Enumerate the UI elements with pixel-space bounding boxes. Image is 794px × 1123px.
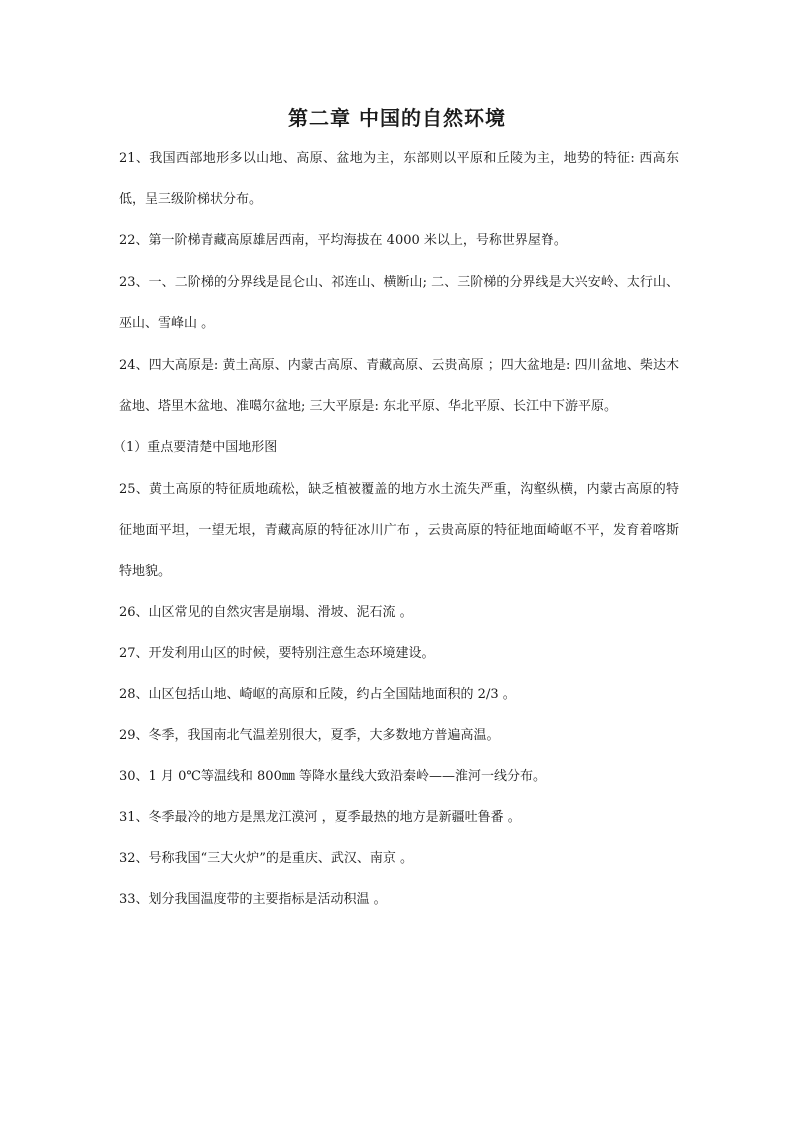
paragraph-30: 30、1 月 0℃等温线和 800㎜ 等降水量线大致沿秦岭——淮河一线分布。 bbox=[119, 769, 546, 784]
paragraph-27: 27、开发利用山区的时候，要特别注意生态环境建设。 bbox=[119, 646, 435, 661]
paragraph-31: 31、冬季最冷的地方是黑龙江漠河 ，夏季最热的地方是新疆吐鲁番 。 bbox=[119, 810, 521, 825]
paragraph-note-1: （1）重点要清楚中国地形图 bbox=[113, 440, 278, 455]
page-title: 第二章 中国的自然环境 bbox=[288, 106, 506, 130]
paragraph-25: 25、黄土高原的特征质地疏松，缺乏植被覆盖的地方水土流失严重，沟壑纵横，内蒙古高原的特征地面平坦，一望无垠，青藏高原的特征冰川广布 ，云贵高原的特征地面崎岖不平，发育着喀斯特地貌。 bbox=[119, 482, 679, 579]
paragraph-24: 24、四大高原是: 黄土高原、内蒙古高原、青藏高原、云贵高原 ；四大盆地是: 四川盆地、柴达木盆地、塔里木盆地、准噶尔盆地; 三大平原是: 东北平原、华北平原、长江中下游平原。 bbox=[119, 358, 679, 414]
paragraph-21: 21、我国西部地形多以山地、高原、盆地为主，东部则以平原和丘陵为主，地势的特征: 西高东低，呈三级阶梯状分布。 bbox=[119, 151, 679, 207]
paragraph-33: 33、划分我国温度带的主要指标是活动积温 。 bbox=[119, 892, 387, 907]
paragraph-26: 26、山区常见的自然灾害是崩塌、滑坡、泥石流 。 bbox=[119, 605, 413, 620]
paragraph-32: 32、号称我国“三大火炉”的是重庆、武汉、南京 。 bbox=[119, 851, 413, 866]
paragraph-23: 23、一、二阶梯的分界线是昆仑山、祁连山、横断山; 二、三阶梯的分界线是大兴安岭、太行山、巫山、雪峰山 。 bbox=[119, 275, 679, 331]
paragraph-28: 28、山区包括山地、崎岖的高原和丘陵，约占全国陆地面积的 2/3 。 bbox=[119, 687, 516, 702]
paragraph-29: 29、冬季，我国南北气温差别很大，夏季，大多数地方普遍高温。 bbox=[119, 728, 500, 743]
document-body bbox=[113, 148, 679, 931]
paragraph-22: 22、第一阶梯青藏高原雄居西南，平均海拔在 4000 米以上，号称世界屋脊。 bbox=[119, 233, 567, 248]
